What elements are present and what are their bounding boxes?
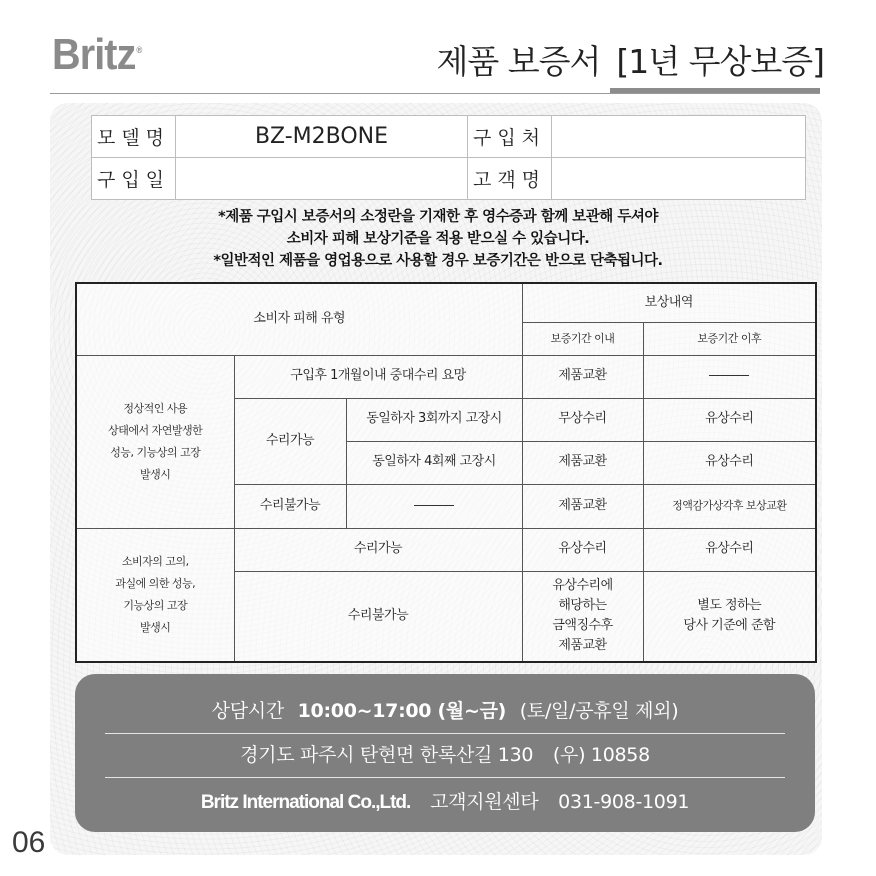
damage-type-header: 소비자 피해 유형	[76, 283, 522, 355]
company-name: Britz International Co.,Ltd.	[200, 792, 411, 813]
purchase-date-field[interactable]	[176, 158, 468, 200]
note-line-1: *제품 구입시 보증서의 소정란을 기재한 후 영수증과 함께 보관해 두셔야	[218, 209, 658, 225]
defect-4-times-cond: 동일하자 4회째 고장시	[346, 441, 522, 484]
cause-normal-use: 정상적인 사용 상태에서 자연발생한 성능, 기능상의 고장 발생시	[76, 355, 234, 528]
warranty-title: 제품 보증서	[436, 42, 601, 81]
hours-note: (토/일/공휴일 제외)	[519, 700, 679, 722]
unrepairable-cond	[346, 484, 522, 528]
major-repair-after	[643, 355, 816, 398]
defect-3-times-cond: 동일하자 3회까지 고장시	[346, 398, 522, 441]
support-hours	[75, 696, 815, 723]
unrepairable-within: 제품교환	[522, 484, 643, 528]
support-address	[75, 740, 815, 767]
britz-logo: Britz®	[52, 30, 142, 79]
major-repair-row-type: 구입후 1개월이내 중대수리 요망	[234, 355, 522, 398]
repairable-label: 수리가능	[234, 398, 346, 484]
unrepairable-after: 정액감가상각후 보상교환	[643, 484, 816, 528]
defect-3-times-within: 무상수리	[522, 398, 643, 441]
defect-4-times-within: 제품교환	[522, 441, 643, 484]
fault-unrepairable-after: 별도 정하는 당사 기준에 준함	[643, 571, 816, 662]
major-repair-within: 제품교환	[522, 355, 643, 398]
support-company	[75, 787, 815, 814]
page-number: 06	[12, 826, 46, 859]
product-info-table	[91, 115, 806, 200]
after-warranty-header: 보증기간 이후	[643, 322, 816, 355]
warranty-notes	[60, 206, 816, 272]
note-line-2: 소비자 피해 보상기준을 적용 받으실 수 있습니다.	[286, 231, 590, 247]
header-divider	[50, 93, 820, 94]
model-value: BZ-M2BONE	[176, 116, 468, 158]
hours-value: 10:00~17:00 (월~금)	[297, 700, 507, 722]
page-title	[436, 36, 824, 83]
model-label: 모델명	[92, 116, 176, 158]
customer-support-box	[75, 674, 815, 832]
fault-repairable-after: 유상수리	[643, 528, 816, 571]
empty-dash	[414, 505, 454, 506]
info-divider	[105, 777, 785, 778]
note-line-3: *일반적인 제품을 영업용으로 사용할 경우 보증기간은 반으로 단축됩니다.	[213, 253, 663, 269]
defect-3-times-after: 유상수리	[643, 398, 816, 441]
defect-4-times-after: 유상수리	[643, 441, 816, 484]
fault-repairable-type: 수리가능	[234, 528, 522, 571]
within-warranty-header: 보증기간 이내	[522, 322, 643, 355]
purchase-date-label: 구입일	[92, 158, 176, 200]
compensation-table	[75, 282, 817, 663]
customer-name-label: 고객명	[468, 158, 552, 200]
empty-dash	[709, 375, 749, 376]
address-text: 경기도 파주시 탄현면 한록산길 130	[240, 744, 534, 766]
purchase-place-label: 구입처	[468, 116, 552, 158]
customer-name-field[interactable]	[552, 158, 806, 200]
hours-label: 상담시간	[211, 700, 284, 722]
purchase-place-field[interactable]	[552, 116, 806, 158]
unrepairable-label: 수리불가능	[234, 484, 346, 528]
info-divider	[105, 733, 785, 734]
fault-repairable-within: 유상수리	[522, 528, 643, 571]
compensation-header: 보상내역	[522, 283, 816, 322]
fault-unrepairable-within: 유상수리에 해당하는 금액징수후 제품교환	[522, 571, 643, 662]
support-center-label: 고객지원센타	[430, 791, 539, 813]
support-phone[interactable]: 031-908-1091	[558, 791, 690, 813]
cause-user-fault: 소비자의 고의, 과실에 의한 성능, 기능상의 고장 발생시	[76, 528, 234, 662]
fault-unrepairable-type: 수리불가능	[234, 571, 522, 662]
postal-code: (우) 10858	[552, 744, 650, 766]
warranty-period: [1년 무상보증]	[616, 42, 824, 81]
